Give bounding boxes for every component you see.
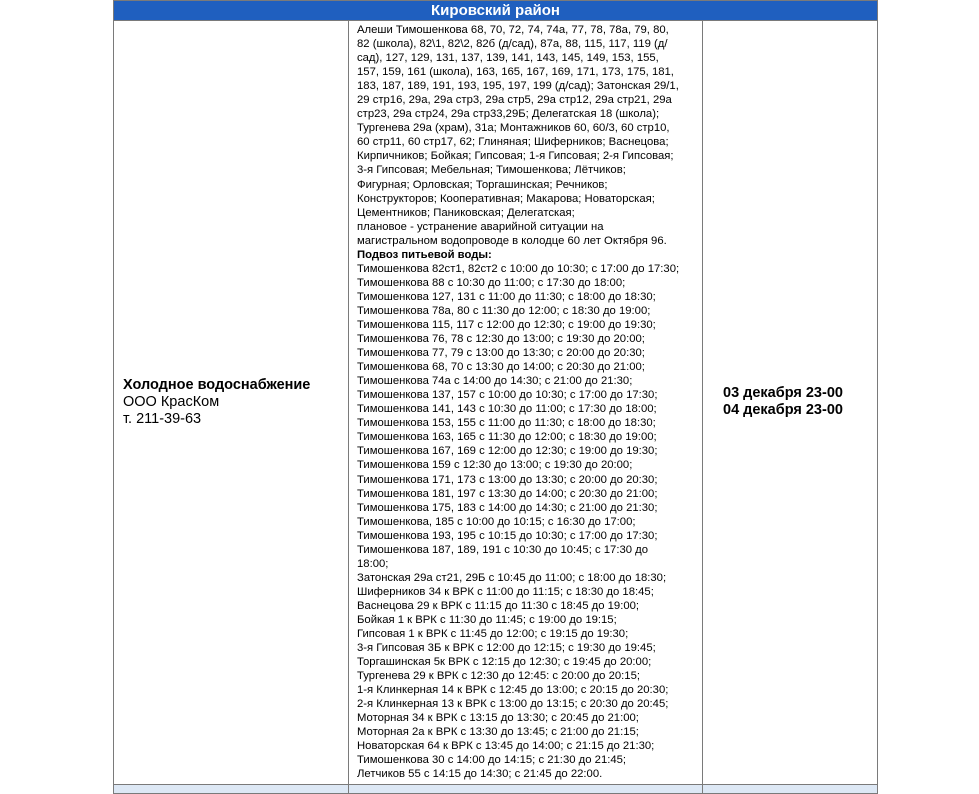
water-supply-line: Тимошенкова 175, 183 с 14:00 до 14:30; с 21:00 до 21:30; (357, 501, 658, 514)
water-supply-line: Тимошенкова 74а с 14:00 до 14:30; с 21:00 до 21:30; (357, 375, 633, 388)
water-supply-line: Тимошенкова 127, 131 с 11:00 до 11:30; с 18:00 до 18:30; (357, 290, 656, 303)
reason-line: магистральном водопроводе в колодце 60 лет Октября 96. (357, 234, 667, 247)
district-header: Кировский район (114, 1, 878, 21)
water-supply-line: Тимошенкова 171, 173 с 13:00 до 13:30; с 20:00 до 20:30; (357, 473, 658, 486)
water-supply-line: Тимошенкова 30 с 14:00 до 14:15; с 21:30 до 21:45; (357, 754, 627, 767)
water-supply-line: Васнецова 29 к ВРК с 11:15 до 11:30 с 18:45 до 19:00; (357, 599, 640, 612)
address-line: 82 (школа), 82\1, 82\2, 82б (д/сад), 87а, 88, 115, 117, 119 (д/ (357, 38, 668, 51)
water-supply-line: Гипсовая 1 к ВРК с 11:45 до 12:00; с 19:15 до 19:30; (357, 628, 629, 641)
service-phone: т. 211-39-63 (123, 410, 202, 427)
outage-end-date: 04 декабря 23-00 (723, 402, 843, 419)
water-supply-line: 3-я Гипсовая 3Б к ВРК с 12:00 до 12:15; с 19:30 до 19:45; (357, 642, 656, 655)
water-supply-title: Подвоз питьевой воды: (357, 248, 492, 261)
reason-line: плановое - устранение аварийной ситуации на (357, 220, 604, 233)
water-supply-line: Тимошенкова 153, 155 с 11:00 до 11:30; с 18:00 до 18:30; (357, 417, 656, 430)
address-line: Конструкторов; Кооперативная; Макарова; Новаторская; (357, 192, 655, 205)
water-supply-line: Тимошенкова 76, 78 с 12:30 до 13:00; с 19:30 до 20:00; (357, 333, 645, 346)
water-supply-line: Новаторская 64 к ВРК с 13:45 до 14:00; с 21:15 до 21:30; (357, 740, 655, 753)
water-supply-line: Тургенева 29 к ВРК с 12:30 до 12:45: с 20:00 до 20:15; (357, 670, 640, 683)
address-line: 183, 187, 189, 191, 193, 195, 197, 199 (д/сад); Затонская 29/1, (357, 80, 679, 93)
address-line: Кирпичников; Бойкая; Гипсовая; 1-я Гипсовая; 2-я Гипсовая; (357, 150, 674, 163)
water-supply-schedule (357, 262, 698, 782)
water-supply-line: Тимошенкова 163, 165 с 11:30 до 12:00; с 18:30 до 19:00; (357, 431, 657, 444)
water-supply-line: Тимошенкова 77, 79 с 13:00 до 13:30; с 20:00 до 20:30; (357, 347, 645, 360)
outage-start-date: 03 декабря 23-00 (723, 385, 843, 402)
service-company: ООО КрасКом (123, 393, 220, 410)
water-supply-line: Тимошенкова 141, 143 с 10:30 до 11:00; с 17:30 до 18:00; (357, 403, 657, 416)
water-supply-line: Моторная 2а к ВРК с 13:30 до 13:45; с 21:00 до 21:15; (357, 726, 639, 739)
address-line: 60 стр11, 60 стр17, 62; Глиняная; Шиферников; Васнецова; (357, 136, 669, 149)
water-supply-line: 2-я Клинкерная 13 к ВРК с 13:00 до 13:15; с 20:30 до 20:45; (357, 698, 669, 711)
service-type: Холодное водоснабжение (123, 376, 311, 393)
address-line: Цементников; Паниковская; Делегатская; (357, 206, 575, 219)
address-line: 29 стр16, 29а, 29а стр3, 29а стр5, 29а стр12, 29а стр21, 29а (357, 94, 672, 107)
water-supply-line: Тимошенкова 82ст1, 82ст2 с 10:00 до 10:30; с 17:00 до 17:30; (357, 262, 680, 275)
water-supply-line: 18:00; (357, 557, 389, 570)
water-supply-line: Шиферников 34 к ВРК с 11:00 до 11:15; с 18:30 до 18:45; (357, 585, 654, 598)
service-cell (114, 21, 349, 785)
address-line: Тургенева 29а (храм), 31а; Монтажников 60, 60/3, 60 стр10, (357, 122, 670, 135)
next-row-stub (114, 784, 349, 793)
address-line: 3-я Гипсовая; Мебельная; Тимошенкова; Лётчиков; (357, 164, 626, 177)
outage-row (114, 21, 878, 785)
address-line: сад), 127, 129, 131, 137, 139, 141, 143, 145, 149, 153, 155, (357, 52, 659, 65)
water-supply-line: Тимошенкова 78а, 80 с 11:30 до 12:00; с 18:30 до 19:00; (357, 304, 651, 317)
water-supply-line: Затонская 29а ст21, 29Б с 10:45 до 11:00; с 18:00 до 18:30; (357, 571, 667, 584)
water-supply-line: Тимошенкова 68, 70 с 13:30 до 14:00; с 20:30 до 21:00; (357, 361, 645, 374)
water-supply-line: Летчиков 55 с 14:15 до 14:30; с 21:45 до 22:00. (357, 768, 603, 781)
water-supply-line: Тимошенкова 137, 157 с 10:00 до 10:30; с 17:00 до 17:30; (357, 389, 658, 402)
water-supply-line: Тимошенкова 193, 195 с 10:15 до 10:30; с 17:00 до 17:30; (357, 529, 658, 542)
water-supply-line: Бойкая 1 к ВРК с 11:30 до 11:45; с 19:00 до 19:15; (357, 613, 617, 626)
water-supply-line: Тимошенкова 88 с 10:30 до 11:00; с 17:30 до 18:00; (357, 276, 626, 289)
water-supply-line: Тимошенкова 187, 189, 191 с 10:30 до 10:45; с 17:30 до (357, 543, 649, 556)
next-row-stub (349, 784, 703, 793)
address-line: 157, 159, 161 (школа), 163, 165, 167, 169, 171, 173, 175, 181, (357, 66, 674, 79)
address-line: стр23, 29а стр24, 29а стр33,29Б; Делегатская 18 (школа); (357, 108, 660, 121)
address-list (357, 23, 698, 220)
addresses-cell (349, 21, 703, 785)
address-line: Фигурная; Орловская; Торгашинская; Речников; (357, 178, 608, 191)
address-line: Алеши Тимошенкова 68, 70, 72, 74, 74а, 77, 78, 78а, 79, 80, (357, 24, 669, 36)
outage-table (113, 0, 878, 794)
outage-reason (357, 220, 698, 248)
water-supply-line: Моторная 34 к ВРК с 13:15 до 13:30; с 20:45 до 21:00; (357, 712, 639, 725)
water-supply-line: Торгашинская 5к ВРК с 12:15 до 12:30; с 19:45 до 20:00; (357, 656, 652, 669)
water-supply-line: Тимошенкова 159 с 12:30 до 13:00; с 19:30 до 20:00; (357, 459, 633, 472)
water-supply-line: Тимошенкова 115, 117 с 12:00 до 12:30; с 19:00 до 19:30; (357, 318, 656, 331)
water-supply-line: Тимошенкова, 185 с 10:00 до 10:15; с 16:30 до 17:00; (357, 515, 636, 528)
water-supply-line: Тимошенкова 181, 197 с 13:30 до 14:00; с 20:30 до 21:00; (357, 487, 658, 500)
water-supply-line: Тимошенкова 167, 169 с 12:00 до 12:30; с 19:00 до 19:30; (357, 445, 658, 458)
dates-cell (703, 21, 878, 785)
next-row-stub (703, 784, 878, 793)
water-supply-line: 1-я Клинкерная 14 к ВРК с 12:45 до 13:00; с 20:15 до 20:30; (357, 684, 669, 697)
